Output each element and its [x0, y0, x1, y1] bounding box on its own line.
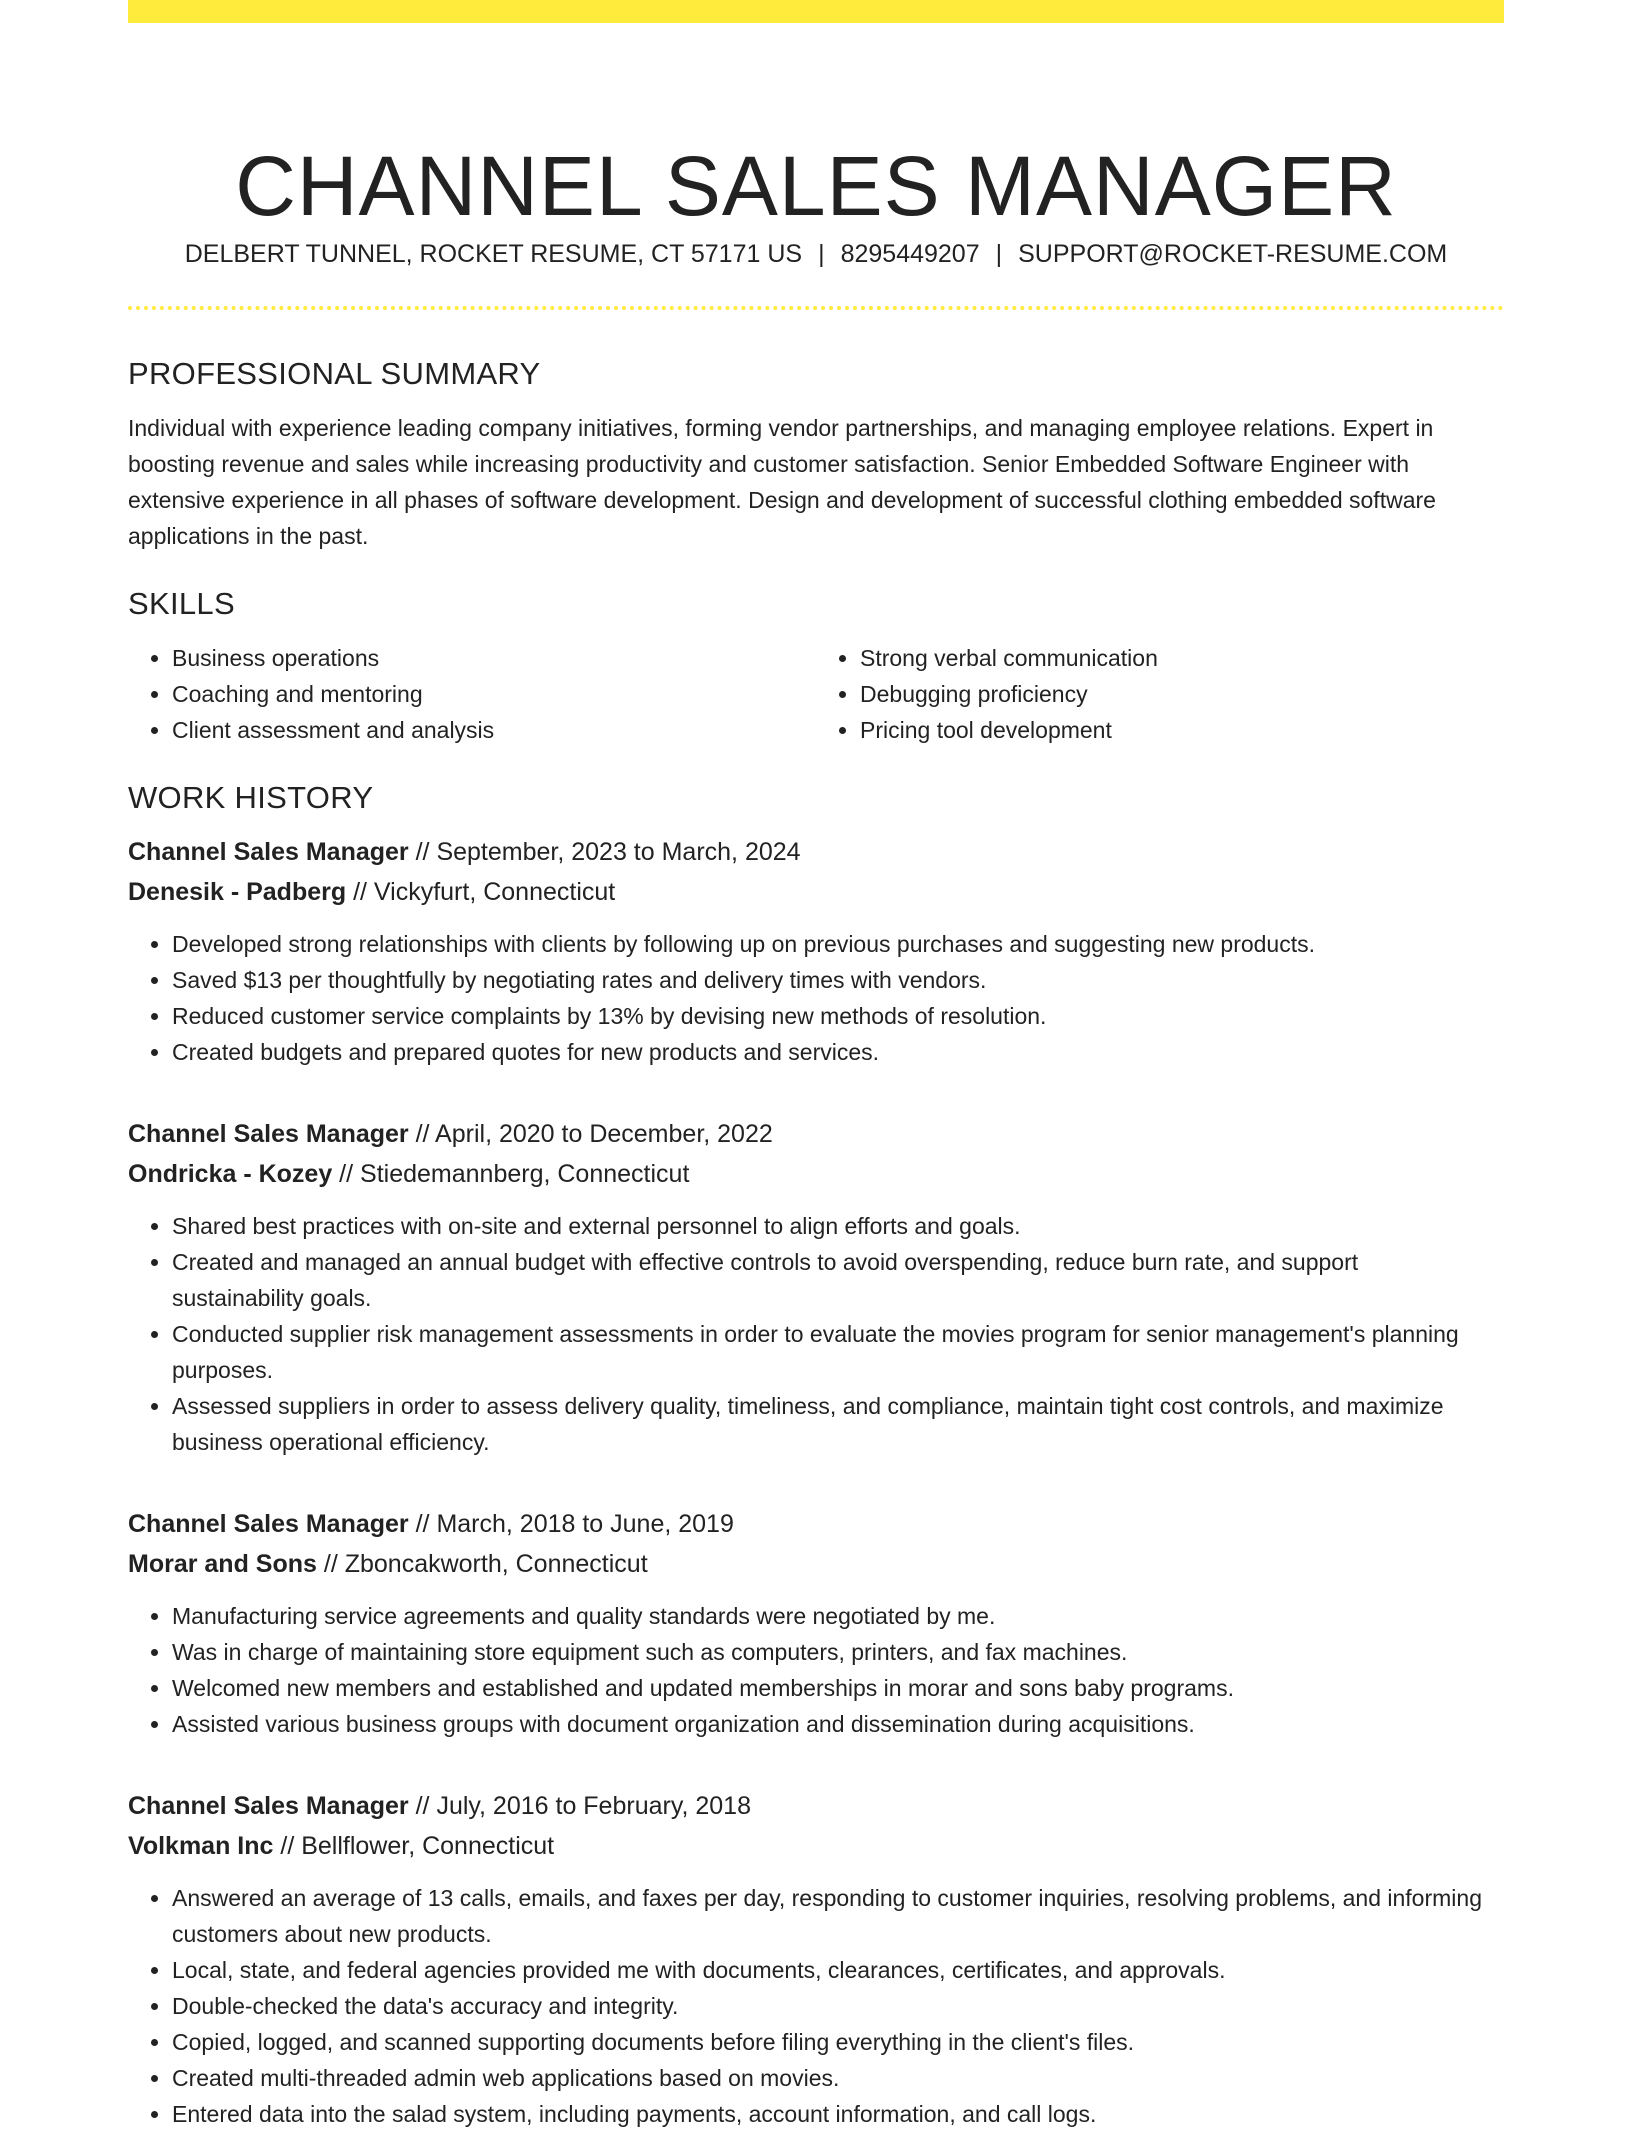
job-bullet: • Shared best practices with on-site and external personnel to align efforts and goals. [172, 1208, 1504, 1244]
skills-list [128, 640, 1504, 748]
job-bullet: • Welcomed new members and established and updated memberships in morar and sons baby programs. [172, 1670, 1504, 1706]
job-location: // Stiedemannberg, Connecticut [332, 1160, 690, 1188]
job-title: Channel Sales Manager [128, 1510, 409, 1538]
skills-column-right [816, 640, 1504, 748]
contact-line [128, 236, 1504, 272]
job-bullet: • Created multi-threaded admin web applications based on movies. [172, 2060, 1504, 2096]
job-bullet: • Local, state, and federal agencies provided me with documents, clearances, certificates, and approvals. [172, 1952, 1504, 1988]
skill-item: • Client assessment and analysis [172, 712, 816, 748]
skills-column-left [128, 640, 816, 748]
skill-item: • Pricing tool development [860, 712, 1504, 748]
job-title: Channel Sales Manager [128, 1792, 409, 1820]
job-bullet: • Created budgets and prepared quotes for new products and services. [172, 1034, 1504, 1070]
contact-separator: | [995, 240, 1003, 268]
job-entry [128, 832, 1504, 1070]
work-history-heading: WORK HISTORY [128, 780, 374, 815]
job-title-line [128, 1114, 1504, 1154]
job-dates: // September, 2023 to March, 2024 [408, 838, 801, 866]
job-company-line [128, 1154, 1504, 1194]
job-title-line [128, 832, 1504, 872]
dotted-divider [128, 306, 1504, 310]
skill-item: • Strong verbal communication [860, 640, 1504, 676]
job-location: // Bellflower, Connecticut [273, 1832, 555, 1860]
job-bullet: • Manufacturing service agreements and quality standards were negotiated by me. [172, 1598, 1504, 1634]
job-bullet: • Conducted supplier risk management assessments in order to evaluate the movies program for senior management's planning purposes. [172, 1316, 1504, 1388]
job-location: // Vickyfurt, Connecticut [346, 878, 616, 906]
job-bullet: • Assessed suppliers in order to assess delivery quality, timeliness, and compliance, maintain tight cost controls, and maximize business operational efficiency. [172, 1388, 1504, 1460]
job-location: // Zboncakworth, Connecticut [316, 1550, 648, 1578]
job-bullet: • Was in charge of maintaining store equipment such as computers, printers, and fax machines. [172, 1634, 1504, 1670]
job-bullet: • Answered an average of 13 calls, emails, and faxes per day, responding to customer inquiries, resolving problems, and informing customers about new products. [172, 1880, 1504, 1952]
job-bullet: • Entered data into the salad system, including payments, account information, and call logs. [172, 2096, 1504, 2132]
job-bullets [128, 1598, 1504, 1742]
contact-address: DELBERT TUNNEL, ROCKET RESUME, CT 57171 US [184, 240, 803, 268]
job-title-line [128, 1786, 1504, 1826]
resume-content [128, 352, 1504, 2132]
skills-heading: SKILLS [128, 586, 235, 621]
job-dates: // March, 2018 to June, 2019 [408, 1510, 734, 1538]
job-title-line [128, 1504, 1504, 1544]
job-company: Denesik - Padberg [128, 878, 347, 906]
job-bullet: • Saved $13 per thoughtfully by negotiating rates and delivery times with vendors. [172, 962, 1504, 998]
job-company-line [128, 1826, 1504, 1866]
summary-text: Individual with experience leading company initiatives, forming vendor partnerships, and managing employee relations. Expert in boosting revenue and sales while increasing productivity and customer satisfaction. Senior Embedded Software Engineer with extensive experience in all phases of software development. Design and development of successful clothing embedded software applications in the past. [128, 415, 1436, 549]
skill-item: • Coaching and mentoring [172, 676, 816, 712]
job-bullet: • Developed strong relationships with clients by following up on previous purchases and suggesting new products. [172, 926, 1504, 962]
job-company: Ondricka - Kozey [128, 1160, 333, 1188]
job-bullet: • Reduced customer service complaints by 13% by devising new methods of resolution. [172, 998, 1504, 1034]
job-bullets [128, 926, 1504, 1070]
job-company-line [128, 1544, 1504, 1584]
job-company: Morar and Sons [128, 1550, 317, 1578]
top-accent-bar [128, 0, 1504, 23]
job-title: Channel Sales Manager [128, 838, 409, 866]
job-company: Volkman Inc [128, 1832, 274, 1860]
job-bullet: • Copied, logged, and scanned supporting documents before filing everything in the client's files. [172, 2024, 1504, 2060]
job-entry [128, 1786, 1504, 2132]
job-dates: // July, 2016 to February, 2018 [408, 1792, 751, 1820]
job-bullet: • Double-checked the data's accuracy and integrity. [172, 1988, 1504, 2024]
job-bullets [128, 1208, 1504, 1460]
skill-item: • Debugging proficiency [860, 676, 1504, 712]
contact-separator: | [818, 240, 825, 268]
contact-phone: 8295449207 [840, 240, 980, 268]
resume-title: CHANNEL SALES MANAGER [235, 139, 1397, 234]
skill-item: • Business operations [172, 640, 816, 676]
job-bullets [128, 1880, 1504, 2132]
summary-heading: PROFESSIONAL SUMMARY [128, 356, 541, 391]
contact-email: SUPPORT@ROCKET-RESUME.COM [1018, 240, 1448, 268]
job-dates: // April, 2020 to December, 2022 [408, 1120, 773, 1148]
job-entry [128, 1504, 1504, 1742]
job-title: Channel Sales Manager [128, 1120, 409, 1148]
job-company-line [128, 872, 1504, 912]
job-bullet: • Created and managed an annual budget with effective controls to avoid overspending, reduce burn rate, and support sustainability goals. [172, 1244, 1504, 1316]
job-bullet: • Assisted various business groups with document organization and dissemination during acquisitions. [172, 1706, 1504, 1742]
job-entry [128, 1114, 1504, 1460]
